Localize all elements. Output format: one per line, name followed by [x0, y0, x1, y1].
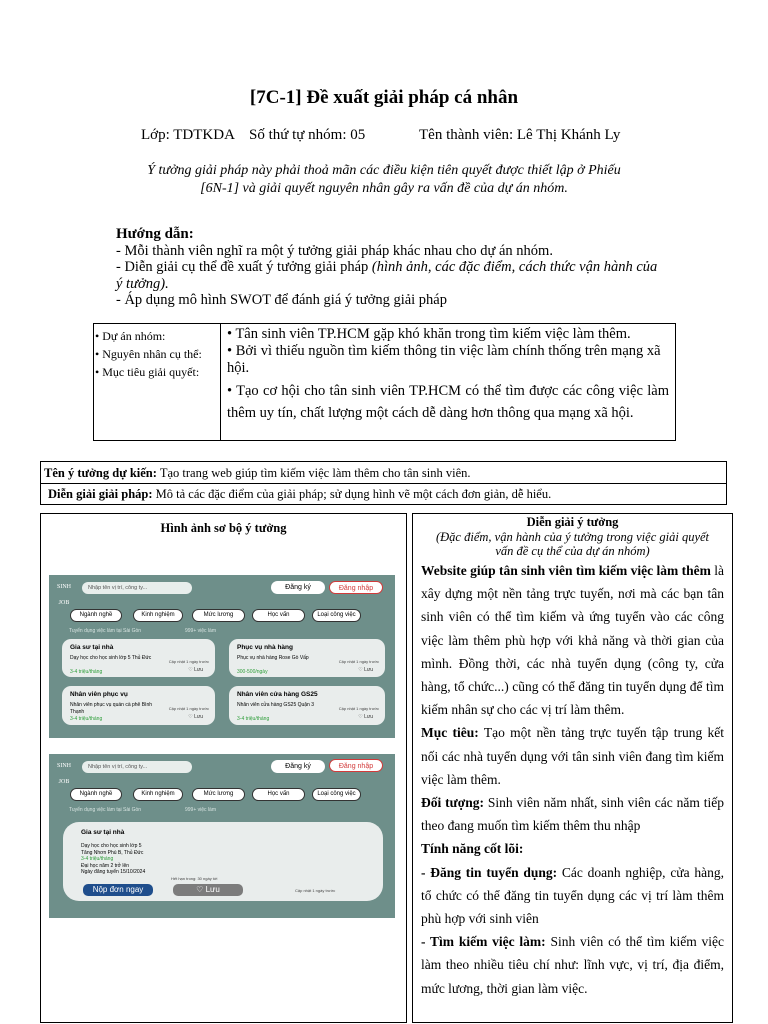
explain-audience-bold: Đối tượng:: [421, 795, 484, 811]
job-detail-updated: Cập nhật 1 ngày trước: [295, 888, 336, 893]
job-card-salary: 3-4 triệu/tháng: [70, 669, 103, 675]
info-value-project: • Tân sinh viên TP.HCM gặp khó khăn trong tìm kiếm việc làm thêm.: [227, 326, 631, 342]
info-label-cause: • Nguyên nhân cụ thể:: [95, 347, 202, 361]
guide-line-1: - Mỗi thành viên nghĩ ra một ý tưởng giải pháp khác nhau cho dự án nhóm.: [116, 242, 553, 259]
job-card-desc: Nhân viên cửa hàng GS25 Quận 3: [237, 702, 315, 708]
job-card[interactable]: [62, 639, 215, 677]
explain-search-job-bold: - Tìm kiếm việc làm:: [421, 934, 546, 950]
job-card-save-button[interactable]: ♡ Lưu: [358, 667, 373, 673]
idea-note: [110, 162, 658, 198]
guide-line-3: - Áp dụng mô hình SWOT để đánh giá ý tưởng giải pháp: [116, 292, 447, 308]
member-label: Tên thành viên: Lê Thị Khánh Ly: [419, 127, 621, 143]
explain-post-job-text: Các doanh nghiệp, cửa hàng, tổ chức có thể đăng tin tuyển dụng các vị trí làm thêm phù hợp với sinh viên: [421, 864, 725, 927]
filter-chip-experience[interactable]: Kinh nghiệm: [133, 609, 183, 622]
logo-icon: SINH JOB: [56, 763, 71, 785]
job-card-title: Phục vụ nhà hàng: [237, 644, 293, 651]
filter-chip-job-type[interactable]: Loại công việc: [312, 788, 361, 801]
filter-chip-education[interactable]: Học vấn: [252, 788, 305, 801]
group-label: Số thứ tự nhóm: 05: [249, 127, 366, 143]
filter-chip-industry[interactable]: Ngành nghề: [70, 609, 122, 622]
explain-goal-bold: Mục tiêu:: [421, 725, 479, 741]
explain-post-job-bold: - Đăng tin tuyển dụng:: [421, 864, 558, 880]
guide-line-2-italic: (hình ảnh, các đặc điểm, cách thức vận hành của ý tưởng).: [116, 259, 658, 292]
info-values: [221, 324, 676, 441]
job-detail-line-1: Dạy học cho học sinh lớp 5: [81, 843, 142, 849]
results-count: 999+ việc làm: [185, 807, 216, 813]
job-card-title: Nhân viên phục vụ: [70, 691, 128, 698]
idea-note-line-2: [6N-1] và giải quyết nguyên nhân gây ra vấn đề của dự án nhóm.: [200, 181, 568, 196]
filter-chip-education[interactable]: Học vấn: [252, 609, 305, 622]
job-card-desc: Nhân viên phục vụ quán cà phê Bình Thạnh: [70, 702, 153, 715]
filter-chip-job-type[interactable]: Loại công việc: [312, 609, 361, 622]
explain-paragraph-features: [421, 837, 724, 860]
results-count: 999+ việc làm: [185, 628, 216, 634]
job-card-title: Nhân viên cửa hàng GS25: [237, 691, 318, 698]
explain-paragraph-audience: [421, 791, 724, 837]
results-label: Tuyển dụng việc làm tại Sài Gòn: [69, 807, 142, 813]
job-detail-line-4: Ngày đăng tuyển 15/10/2024: [81, 869, 146, 875]
explain-paragraph-search-job: [421, 930, 724, 1000]
job-card-desc: Dạy học cho học sinh lớp 5 Thủ Đức: [70, 655, 152, 661]
apply-now-button[interactable]: Nộp đơn ngay: [83, 884, 153, 896]
mockup-job-detail: [49, 754, 395, 918]
job-card[interactable]: [229, 686, 385, 725]
guide-line-2: [116, 259, 661, 292]
filter-chip-salary[interactable]: Mức lương: [192, 609, 245, 622]
job-card-save-button[interactable]: ♡ Lưu: [188, 667, 203, 673]
explain-intro-text: là xây dựng một nền tảng trực tuyến, nơi mà các bạn tân sinh viên có thể tìm kiếm và ứng tuyển vào các công việc làm thêm phù hợp với khả năng và thời gian của mình. Đồng thời, các nhà tuyển dụng (công ty, cửa hàng, tổ chức...) cũng có thể đăng tin tuyển dụng để tìm kiếm nhân sự cho các vị trí làm thêm.: [421, 563, 724, 718]
explain-search-job-text: Sinh viên có thể tìm kiếm việc làm theo nhiều tiêu chí như: lĩnh vực, vị trí, địa điểm, mức lương, thời gian làm việc.: [421, 934, 725, 996]
job-card-salary: 3-4 triệu/tháng: [237, 716, 270, 722]
job-card-desc: Phục vụ nhà hàng Rose Gò Vấp: [237, 655, 309, 661]
job-card-title: Gia sư tại nhà: [70, 644, 114, 651]
search-input[interactable]: Nhập tên vị trí, công ty...: [82, 761, 192, 773]
login-button[interactable]: Đăng nhập: [329, 759, 383, 772]
explain-paragraph-intro: [421, 559, 724, 721]
job-card-save-button[interactable]: ♡ Lưu: [188, 714, 203, 720]
explain-paragraph-post-job: [421, 861, 724, 931]
explain-header: Diễn giải ý tưởng: [526, 515, 619, 529]
logo-icon: SINH JOB: [56, 584, 71, 606]
idea-explain-label: Diễn giải giải pháp:: [48, 487, 153, 501]
filter-chip-salary[interactable]: Mức lương: [192, 788, 245, 801]
job-card-salary: 300-500/ngày: [237, 669, 268, 675]
guide-heading: Hướng dẫn:: [116, 226, 194, 242]
sketch-column: [40, 513, 407, 1023]
register-button[interactable]: Đăng ký: [271, 760, 325, 773]
guide-section: [116, 226, 661, 309]
page-title: [7C-1] Đề xuất giải pháp cá nhân: [249, 87, 519, 108]
explain-column: [412, 513, 733, 1023]
job-card-salary: 3-4 triệu/tháng: [70, 716, 103, 722]
sketch-header: Hình ảnh sơ bộ ý tưởng: [160, 521, 287, 535]
explain-features-bold: Tính năng cốt lõi:: [421, 841, 524, 857]
search-input[interactable]: Nhập tên vị trí, công ty...: [82, 582, 192, 594]
job-card-updated: Cập nhật 1 ngày trước: [168, 706, 209, 711]
explain-audience-text: Sinh viên năm nhất, sinh viên các năm tiếp theo đang muốn tìm kiếm thêm thu nhập: [421, 795, 724, 834]
job-card-updated: Cập nhật 1 ngày trước: [168, 659, 209, 664]
idea-explain-row: [40, 483, 727, 505]
idea-explain-value: Mô tả các đặc điểm của giải pháp; sử dụng hình vẽ một cách đơn giản, dễ hiểu.: [152, 487, 552, 501]
job-detail-card: [63, 822, 383, 901]
job-card[interactable]: [62, 686, 215, 725]
explain-intro-bold: Website giúp tân sinh viên tìm kiếm việc làm thêm: [421, 563, 711, 578]
mockup-job-list: [49, 575, 395, 738]
idea-name-value: Tạo trang web giúp tìm kiếm việc làm thêm cho tân sinh viên.: [156, 466, 471, 480]
job-detail-line-2: Tăng Nhơn Phú B, Thủ Đức: [81, 849, 144, 856]
explain-body: [421, 559, 724, 1000]
save-job-button[interactable]: ♡ Lưu: [173, 884, 243, 896]
info-label-project: • Dự án nhóm:: [95, 329, 166, 343]
info-value-cause: • Bởi vì thiếu nguồn tìm kiếm thông tin việc làm chính thống trên mạng xã hội.: [227, 343, 661, 376]
idea-name-label: Tên ý tưởng dự kiến:: [44, 466, 157, 480]
idea-name-row: [40, 461, 727, 484]
explain-sub-1: (Đặc điểm, vận hành của ý tưởng trong việc giải quyết: [435, 530, 710, 544]
job-detail-desc: [81, 843, 231, 876]
register-button[interactable]: Đăng ký: [271, 581, 325, 594]
results-label: Tuyển dụng việc làm tại Sài Gòn: [69, 628, 142, 634]
class-label: Lớp: TDTKDA: [141, 127, 235, 143]
login-button[interactable]: Đăng nhập: [329, 581, 383, 594]
filter-chip-experience[interactable]: Kinh nghiệm: [133, 788, 183, 801]
explain-goal-text: Tạo một nền tảng trực tuyến tập trung kết nối các nhà tuyển dụng với tân sinh viên đang tìm kiếm việc làm thêm.: [421, 725, 725, 787]
job-card-save-button[interactable]: ♡ Lưu: [358, 714, 373, 720]
job-card-updated: Cập nhật 1 ngày trước: [338, 706, 379, 711]
info-value-goal: • Tạo cơ hội cho tân sinh viên TP.HCM có thể tìm được các công việc làm thêm uy tín, chất lượng một cách dễ dàng hơn thông qua mạng xã hội.: [227, 383, 669, 421]
job-detail-salary: 3-4 triệu/tháng: [81, 856, 114, 862]
job-card[interactable]: [229, 639, 385, 677]
info-label-goal: • Mục tiêu giải quyết:: [95, 365, 200, 379]
explain-paragraph-goal: [421, 721, 724, 791]
guide-line-2-text: - Diễn giải cụ thể đề xuất ý tưởng giải pháp: [116, 259, 372, 275]
project-info-table: [93, 323, 676, 441]
info-labels: [94, 324, 221, 441]
filter-chip-industry[interactable]: Ngành nghề: [70, 788, 122, 801]
explain-sub-2: vấn đề cụ thể của dự án nhóm): [495, 544, 650, 558]
idea-note-line-1: Ý tưởng giải pháp này phải thoả mãn các điều kiện tiên quyết được thiết lập ở Phiếu: [147, 163, 621, 178]
job-detail-deadline: Hết hạn trong: 30 ngày tới: [171, 876, 218, 881]
job-card-updated: Cập nhật 1 ngày trước: [338, 659, 379, 664]
job-detail-line-3: Đại học năm 2 trở lên: [81, 862, 130, 869]
job-detail-title: Gia sư tại nhà: [81, 829, 125, 836]
